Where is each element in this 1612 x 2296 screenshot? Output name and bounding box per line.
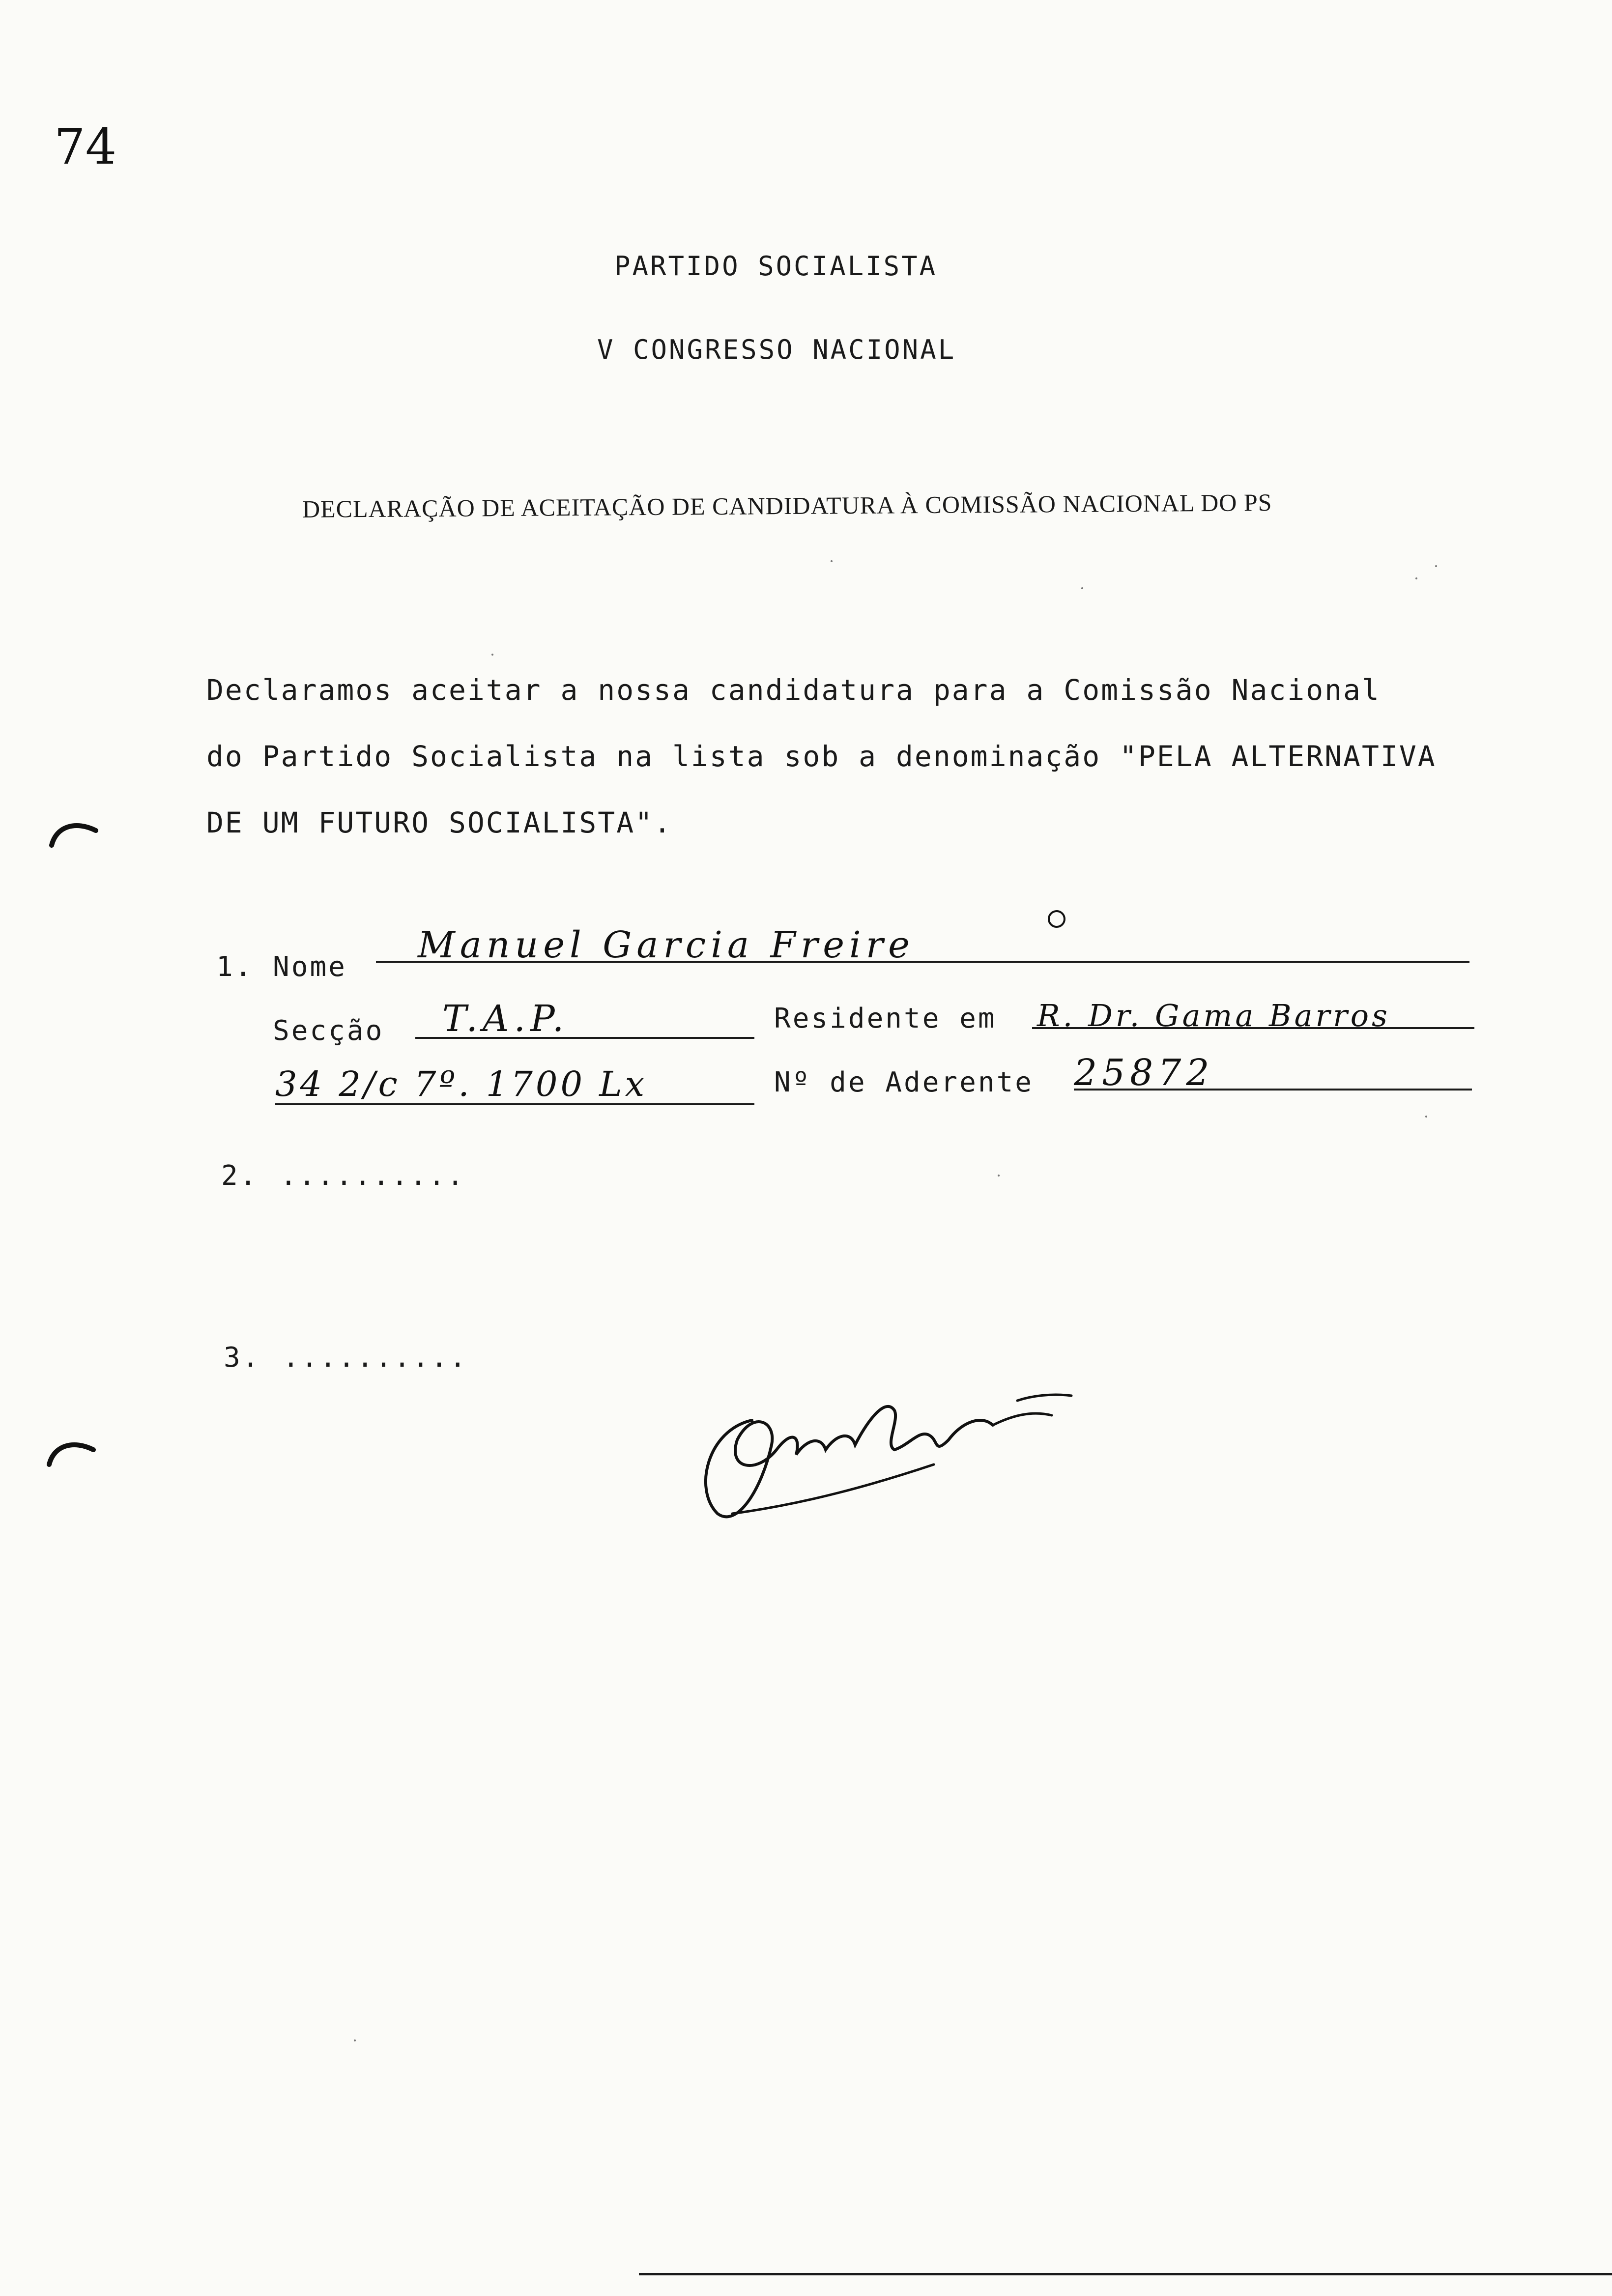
scan-speck: [831, 560, 833, 562]
scan-speck: [354, 2039, 356, 2041]
scan-speck: [1425, 1116, 1427, 1118]
declaration-line-3: DE UM FUTURO SOCIALISTA".: [206, 806, 672, 839]
declaration-line-2: do Partido Socialista na lista sob a denominação "PELA ALTERNATIVA: [206, 740, 1437, 773]
name-value: Manuel Garcia Freire: [418, 924, 915, 966]
address-continued: 34 2/c 7º. 1700 Lx: [275, 1064, 648, 1104]
scan-speck: [998, 1175, 1000, 1177]
candidate-3-number: 3.: [224, 1342, 261, 1374]
candidate-2-number: 2.: [221, 1160, 259, 1192]
bottom-edge: [639, 2273, 1612, 2275]
declaration-line-1: Declaramos aceitar a nossa candidatura para a Comissão Nacional: [206, 673, 1381, 707]
residence-label: Residente em: [774, 1003, 997, 1034]
scan-speck: [1081, 587, 1083, 589]
margin-mark-lower: [44, 1435, 98, 1469]
scan-speck: [491, 654, 493, 656]
scan-speck: [1415, 577, 1417, 579]
signature: [678, 1366, 1111, 1533]
name-label: Nome: [273, 951, 347, 983]
candidate-3-placeholder: ..........: [283, 1342, 468, 1374]
section-value: T.A.P.: [442, 998, 569, 1040]
congress-name: V CONGRESSO NACIONAL: [597, 334, 956, 365]
candidate-1-number: 1.: [216, 951, 254, 983]
degree-mark: [1044, 907, 1069, 931]
page-number: 74: [54, 118, 117, 175]
document-title: DECLARAÇÃO DE ACEITAÇÃO DE CANDIDATURA À COMISSÃO NACIONAL DO PS: [302, 488, 1272, 523]
member-number-value: 25872: [1074, 1052, 1214, 1094]
section-label: Secção: [273, 1015, 384, 1047]
scan-speck: [1435, 565, 1437, 567]
residence-value: R. Dr. Gama Barros: [1037, 998, 1390, 1033]
member-number-label: Nº de Aderente: [774, 1066, 1034, 1098]
margin-mark-upper: [47, 816, 101, 850]
candidate-2-placeholder: ..........: [280, 1160, 466, 1192]
party-name: PARTIDO SOCIALISTA: [614, 251, 938, 282]
